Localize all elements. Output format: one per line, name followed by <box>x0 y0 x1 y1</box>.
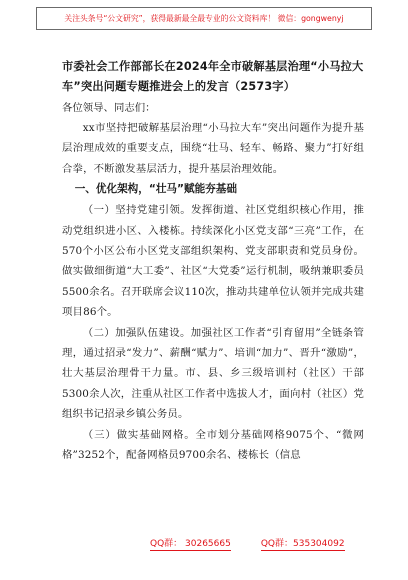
paragraph-team-building: （二）加强队伍建设。加强社区工作者“引育留用”全链条管理，通过招录“发力”、薪酬“赋力”、培训“加力”、晋升“激励”，壮大基层治理骨干力量。市、县、乡三级培训村（社区）干部5300余人次，注重从社区工作者中选拔人才，面向村（社区）党组织书记招录乡镇公务员。 <box>62 326 364 421</box>
document-body <box>62 57 364 466</box>
intro-paragraph: xx市坚持把破解基层治理“小马拉大车”突出问题作为提升基层治理成效的重要支点，围绕“壮马、轻车、畅路、聚力”打好组合拳，不断激发基层活力，提升基层治理效能。 <box>62 122 364 175</box>
footer-qq-group-1[interactable]: QQ群： 30265665 <box>150 536 231 551</box>
footer-contacts <box>150 536 345 551</box>
paragraph-grid-management: （三）做实基础网格。全市划分基础网格9075个、“微网格”3252个，配备网格员9700余名、楼栋长（信息 <box>62 428 364 462</box>
salutation: 各位领导、同志们： <box>62 102 156 114</box>
header-banner <box>36 7 372 30</box>
section-heading: 一、优化架构，“壮马”赋能夯基础 <box>74 183 237 196</box>
paragraph-party-leadership: （一）坚持党建引领。发挥街道、社区党组织核心作用，推动党组织进小区、入楼栋。持续深化小区党支部“三亮”工作，在570个小区公布小区党支部组织架构、党支部职责和党员身份。做实做细街道“大工委”、社区“大党委”运行机制，吸纳兼职委员5500余名。召开联席会议110次，推动共建单位认领并完成共建项目86个。 <box>62 204 364 319</box>
document-title: 市委社会工作部部长在2024年全市破解基层治理“小马拉大车”突出问题专题推进会上的发言（2573字） <box>62 60 364 93</box>
footer-qq-group-2[interactable]: QQ群：535304092 <box>261 536 345 551</box>
banner-text: 关注头条号“公文研究”，获得最新最全最专业的公文资料库！ 微信：gongwenyj <box>64 14 344 23</box>
